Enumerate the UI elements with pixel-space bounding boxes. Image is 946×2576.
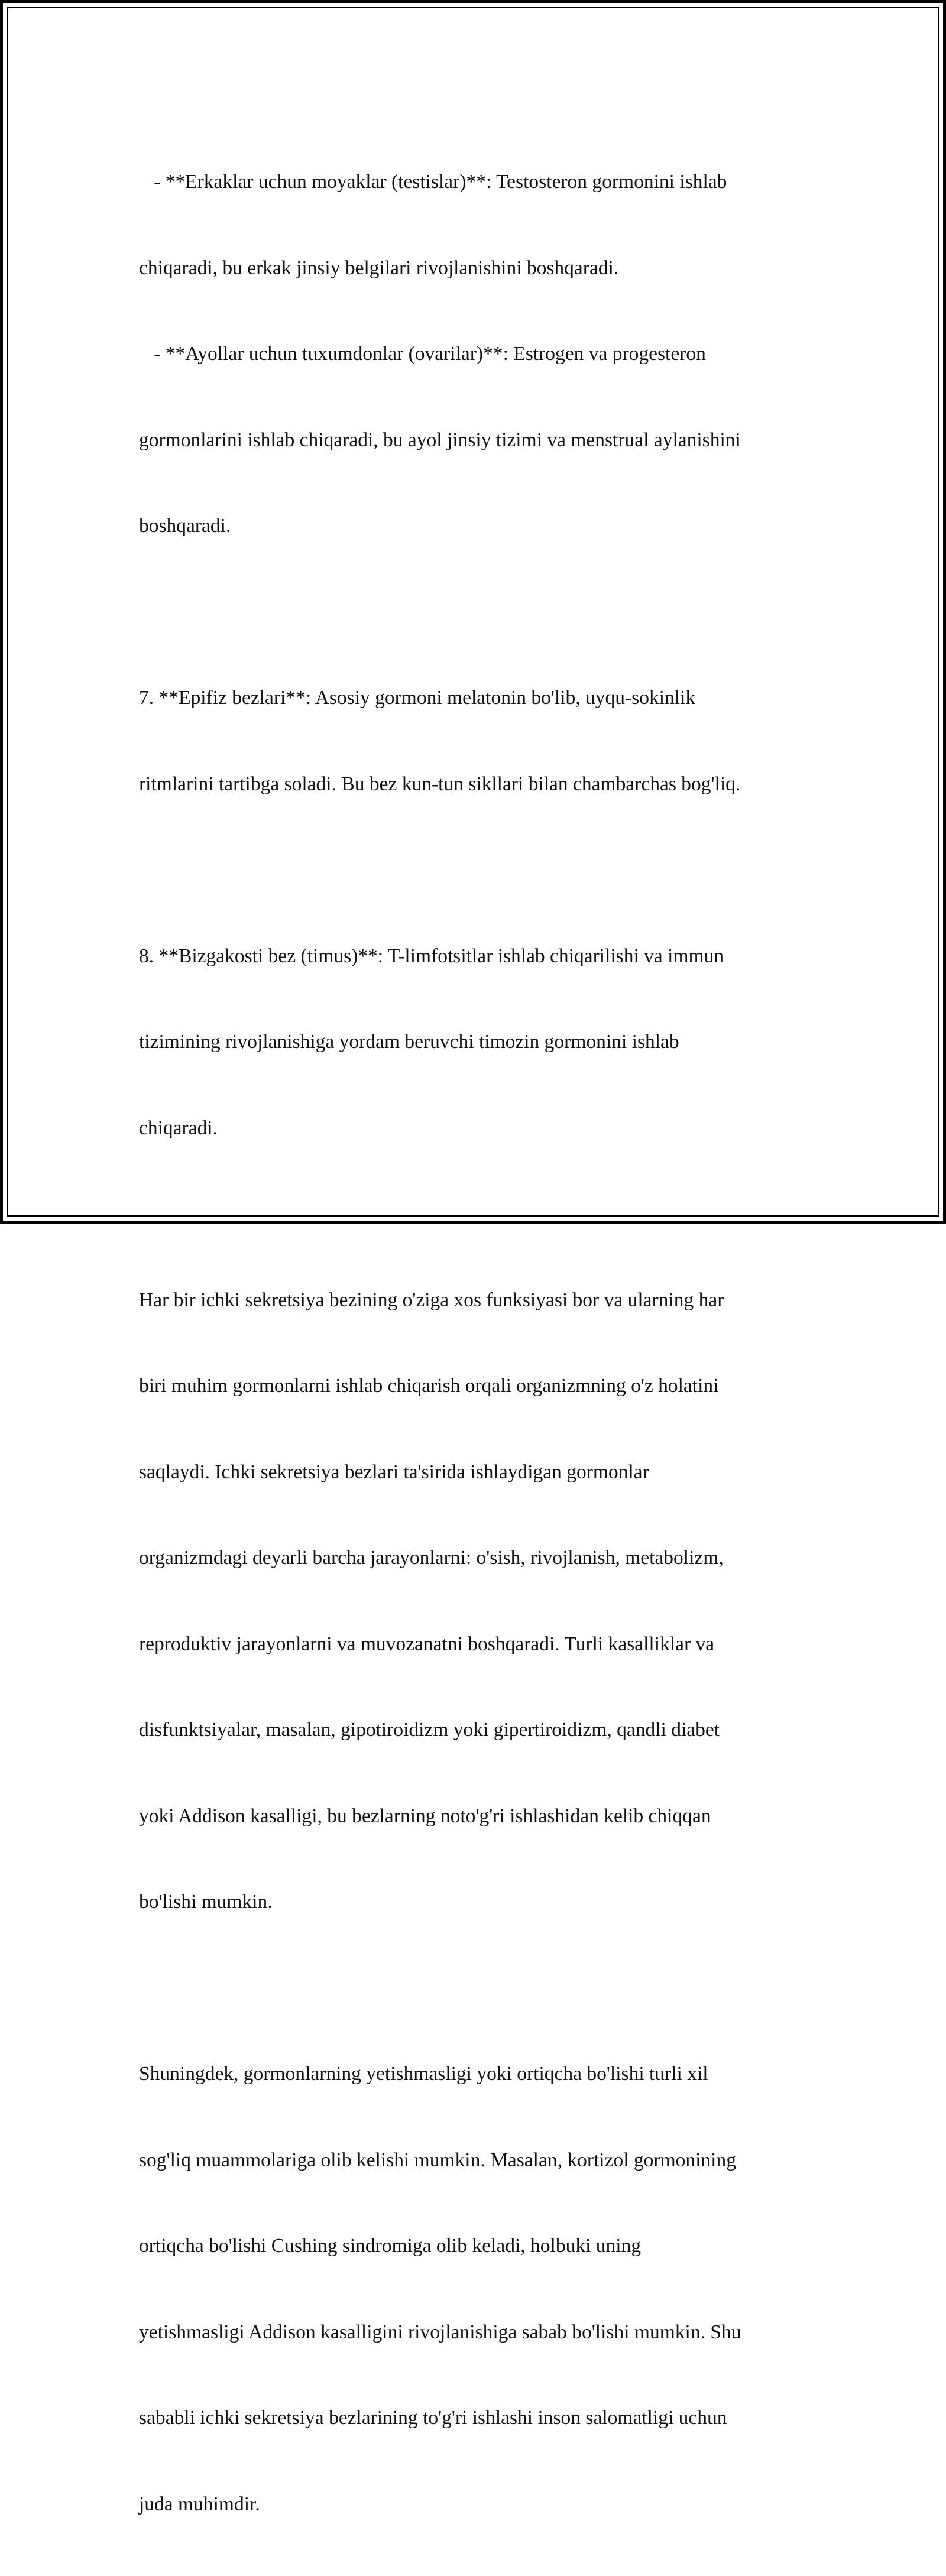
text-line: gormonlarini ishlab chiqaradi, bu ayol jinsiy tizimi va menstrual aylanishini — [139, 429, 741, 451]
paragraph-spacer — [139, 1974, 807, 2003]
text-line: disfunktsiyalar, masalan, gipotiroidizm yoki gipertiroidizm, qandli diabet — [139, 1719, 720, 1741]
text-line: yoki Addison kasalligi, bu bezlarning noto'g'ri ishlashidan kelib chiqqan — [139, 1805, 711, 1827]
paragraph-spacer — [139, 1200, 807, 1229]
text-line: boshqaradi. — [139, 515, 231, 537]
paragraph-endocrine-summary — [139, 1229, 807, 1974]
paragraph-thymus — [139, 885, 807, 1201]
text-line: tizimining rivojlanishiga yordam beruvchi timozin gormonini ishlab — [139, 1031, 679, 1053]
text-line: ritmlarini tartibga soladi. Bu bez kun-tun sikllari bilan chambarchas bog'liq. — [139, 773, 741, 795]
paragraph-gonads — [139, 111, 807, 598]
text-line: 8. **Bizgakosti bez (timus)**: T-limfotsitlar ishlab chiqarilishi va immun — [139, 945, 724, 967]
text-line: 7. **Epifiz bezlari**: Asosiy gormoni melatonin bo'lib, uyqu-sokinlik — [139, 687, 696, 709]
text-line: Shuningdek, gormonlarning yetishmasligi yoki ortiqcha bo'lishi turli xil — [139, 2063, 708, 2085]
paragraph-pineal-gland — [139, 627, 807, 856]
paragraph-spacer — [139, 598, 807, 627]
text-line: - **Erkaklar uchun moyaklar (testislar)**: Testosteron gormonini ishlab — [139, 171, 727, 193]
text-line: reproduktiv jarayonlarni va muvozanatni boshqaradi. Turli kasalliklar va — [139, 1633, 715, 1655]
text-line: - **Ayollar uchun tuxumdonlar (ovarilar)**: Estrogen va progesteron — [139, 343, 706, 365]
text-line: sog'liq muammolariga olib kelishi mumkin. Masalan, kortizol gormonining — [139, 2149, 736, 2171]
text-line: Har bir ichki sekretsiya bezining o'ziga xos funksiyasi bor va ularning har — [139, 1289, 724, 1311]
text-line: sababli ichki sekretsiya bezlarining to'g'ri ishlashi inson salomatligi uchun — [139, 2407, 727, 2429]
text-line: juda muhimdir. — [139, 2493, 260, 2515]
text-line: yetishmasligi Addison kasalligini rivojlanishiga sabab bo'lishi mumkin. Shu — [139, 2321, 741, 2343]
text-line: ortiqcha bo'lishi Cushing sindromiga olib keladi, holbuki uning — [139, 2235, 642, 2257]
text-line: organizmdagi deyarli barcha jarayonlarni: o'sish, rivojlanish, metabolizm, — [139, 1547, 724, 1569]
paragraph-hormone-imbalance — [139, 2003, 807, 2576]
text-line: chiqaradi, bu erkak jinsiy belgilari rivojlanishini boshqaradi. — [139, 257, 619, 279]
text-line: saqlaydi. Ichki sekretsiya bezlari ta'sirida ishlaydigan gormonlar — [139, 1461, 649, 1483]
text-line: biri muhim gormonlarni ishlab chiqarish orqali organizmning o'z holatini — [139, 1375, 719, 1397]
paragraph-spacer — [139, 856, 807, 885]
text-line: chiqaradi. — [139, 1117, 218, 1139]
text-line: bo'lishi mumkin. — [139, 1891, 273, 1913]
document-body — [139, 111, 807, 2576]
